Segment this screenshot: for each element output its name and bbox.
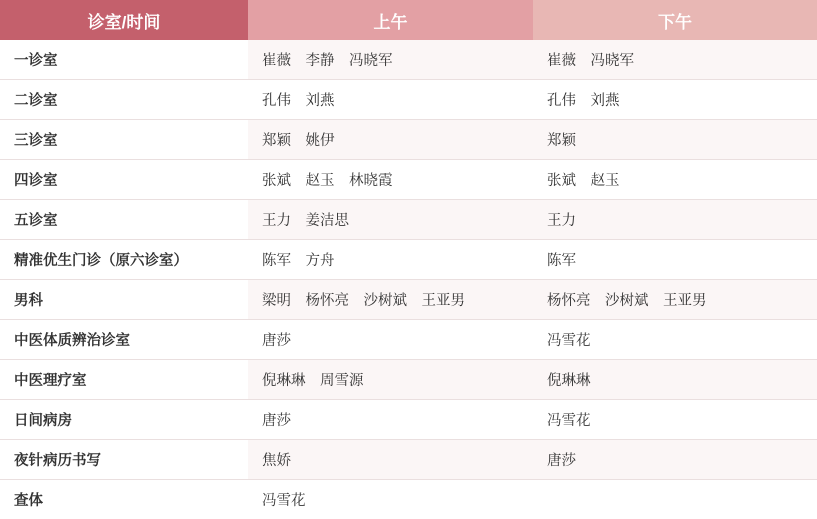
cell-room: 中医体质辨治诊室 <box>0 320 248 360</box>
cell-morning-doctors: 唐莎 <box>248 320 533 360</box>
cell-room: 日间病房 <box>0 400 248 440</box>
table-body <box>0 40 817 519</box>
cell-room: 五诊室 <box>0 200 248 240</box>
cell-morning-doctors: 唐莎 <box>248 400 533 440</box>
cell-morning-doctors: 崔薇 李静 冯晓军 <box>248 40 533 80</box>
table-row <box>0 400 817 440</box>
cell-afternoon-doctors: 冯雪花 <box>533 400 817 440</box>
table-row <box>0 440 817 480</box>
cell-morning-doctors: 孔伟 刘燕 <box>248 80 533 120</box>
column-header-afternoon: 下午 <box>533 0 817 40</box>
cell-morning-doctors: 王力 姜洁思 <box>248 200 533 240</box>
cell-afternoon-doctors: 倪琳琳 <box>533 360 817 400</box>
cell-room: 一诊室 <box>0 40 248 80</box>
table-row <box>0 320 817 360</box>
cell-morning-doctors: 张斌 赵玉 林晓霞 <box>248 160 533 200</box>
cell-morning-doctors: 梁明 杨怀亮 沙树斌 王亚男 <box>248 280 533 320</box>
cell-afternoon-doctors: 张斌 赵玉 <box>533 160 817 200</box>
table-row <box>0 160 817 200</box>
cell-room: 二诊室 <box>0 80 248 120</box>
table-row <box>0 360 817 400</box>
cell-afternoon-doctors: 王力 <box>533 200 817 240</box>
table-row <box>0 80 817 120</box>
cell-afternoon-doctors: 郑颖 <box>533 120 817 160</box>
cell-morning-doctors: 郑颖 姚伊 <box>248 120 533 160</box>
cell-room: 四诊室 <box>0 160 248 200</box>
table-row <box>0 40 817 80</box>
cell-afternoon-doctors <box>533 480 817 519</box>
cell-morning-doctors: 陈军 方舟 <box>248 240 533 280</box>
cell-room: 中医理疗室 <box>0 360 248 400</box>
table-row <box>0 120 817 160</box>
table-row <box>0 200 817 240</box>
table-row <box>0 240 817 280</box>
cell-morning-doctors: 冯雪花 <box>248 480 533 519</box>
header-row <box>0 0 817 40</box>
column-header-room: 诊室/时间 <box>0 0 248 40</box>
cell-afternoon-doctors: 孔伟 刘燕 <box>533 80 817 120</box>
column-header-morning: 上午 <box>248 0 533 40</box>
table-header <box>0 0 817 40</box>
table-row <box>0 280 817 320</box>
cell-afternoon-doctors: 冯雪花 <box>533 320 817 360</box>
cell-room: 三诊室 <box>0 120 248 160</box>
cell-afternoon-doctors: 崔薇 冯晓军 <box>533 40 817 80</box>
cell-room: 查体 <box>0 480 248 519</box>
cell-morning-doctors: 焦娇 <box>248 440 533 480</box>
table-row <box>0 480 817 519</box>
cell-room: 精准优生门诊（原六诊室） <box>0 240 248 280</box>
cell-room: 男科 <box>0 280 248 320</box>
cell-afternoon-doctors: 杨怀亮 沙树斌 王亚男 <box>533 280 817 320</box>
cell-room: 夜针病历书写 <box>0 440 248 480</box>
cell-afternoon-doctors: 陈军 <box>533 240 817 280</box>
cell-morning-doctors: 倪琳琳 周雪源 <box>248 360 533 400</box>
cell-afternoon-doctors: 唐莎 <box>533 440 817 480</box>
